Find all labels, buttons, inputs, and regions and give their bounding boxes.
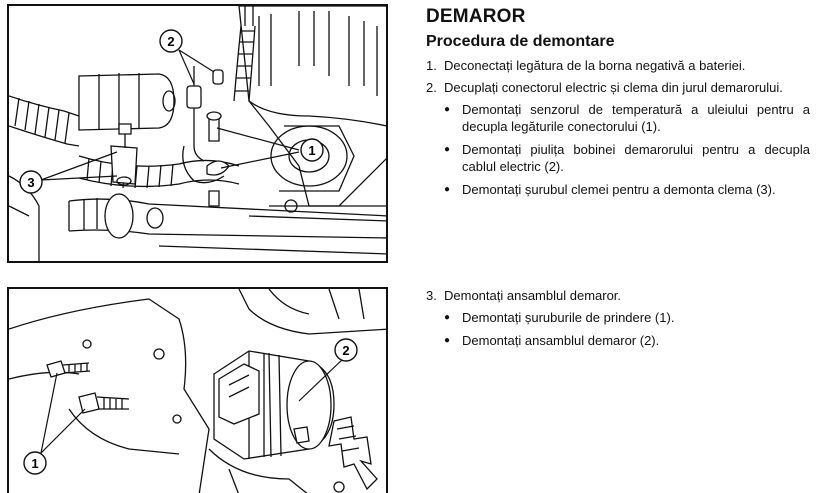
bullet-item	[444, 332, 810, 349]
bullet-text: Demontați piulița bobinei demarorului pentru a decupla cablul electric (2).	[462, 142, 810, 174]
callout-3-fig1	[20, 171, 42, 193]
figure-starter-assembly	[7, 287, 388, 493]
callout-label: 1	[308, 143, 316, 158]
page-title: DEMAROR	[426, 6, 526, 27]
engine-illustration-2	[9, 289, 388, 493]
step-text: Demontați ansamblul demaror.	[444, 288, 622, 303]
step-item	[426, 287, 810, 304]
step-item	[426, 57, 810, 74]
bullet-item	[444, 101, 810, 135]
bullet-icon: ●	[444, 144, 451, 155]
bullet-icon: ●	[444, 104, 451, 115]
bullet-text: Demontați ansamblul demaror (2).	[462, 333, 660, 348]
bullet-icon: ●	[444, 312, 451, 323]
callout-label: 1	[31, 456, 39, 471]
engine-illustration-1	[9, 6, 388, 263]
bullet-text: Demontați senzorul de temperatură a uleiului pentru a decupla legăturile conectorului (1).	[462, 102, 810, 134]
bullet-item	[444, 309, 810, 326]
bullet-item	[444, 141, 810, 175]
callout-1-fig1	[301, 139, 323, 161]
bullet-text: Demontați șurubul clemei pentru a demonta clema (3).	[462, 182, 776, 197]
step-number: 3.	[426, 288, 437, 303]
bullet-item	[444, 181, 810, 198]
callout-1-fig2	[24, 452, 46, 474]
step-item	[426, 79, 810, 96]
callout-label: 2	[167, 34, 175, 49]
callout-label: 2	[342, 343, 350, 358]
figure-connector-clamp	[7, 4, 388, 263]
step-text: Deconectați legătura de la borna negativă a bateriei.	[444, 58, 746, 73]
bullet-text: Demontați șuruburile de prindere (1).	[462, 310, 675, 325]
bullet-icon: ●	[444, 335, 451, 346]
procedure-section-1	[426, 6, 810, 204]
step-number: 2.	[426, 80, 437, 95]
callout-label: 3	[27, 175, 35, 190]
procedure-section-2	[426, 287, 810, 355]
callout-2-fig1	[160, 30, 182, 52]
page-subtitle: Procedura de demontare	[426, 33, 615, 50]
step-text: Decuplați conectorul electric și clema din jurul demarorului.	[444, 80, 783, 95]
bullet-icon: ●	[444, 184, 451, 195]
callout-2-fig2	[335, 339, 357, 361]
step-number: 1.	[426, 58, 437, 73]
